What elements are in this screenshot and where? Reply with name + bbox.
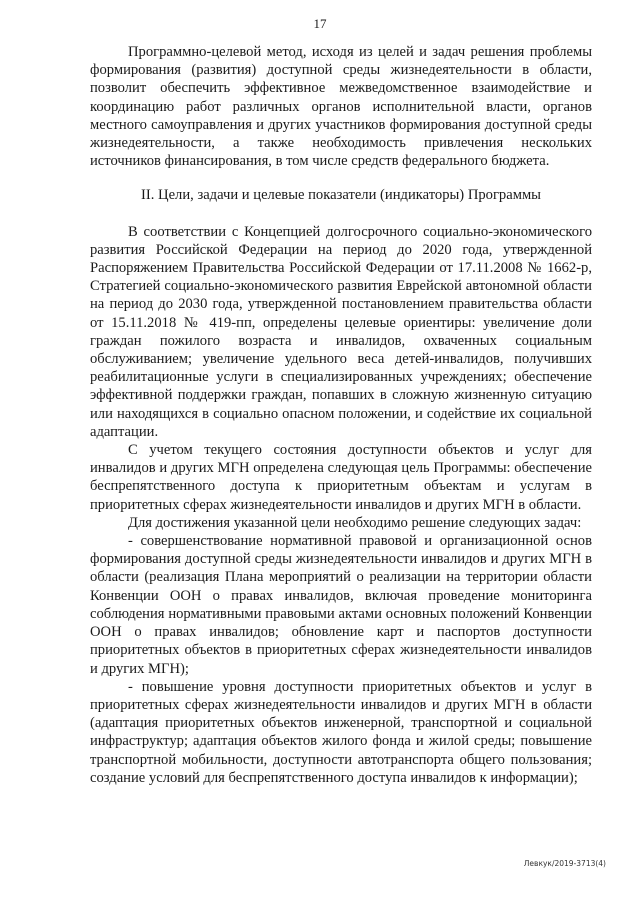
paragraph-programm-method: Программно-целевой метод, исходя из целей и задач решения проблемы формирования (развития) доступной среды жизнедеятельности в области, позволит обеспечить эффективное межведомственное взаимодействие и координацию работ различных органов исполнительной власти, органов местного самоуправления и других участников формирования доступной среды жизнедеятельности, а также необходимость привлечения нескольких источников финансирования, в том числе средств федерального бюджета. bbox=[90, 44, 592, 170]
paragraph-task-accessibility: - повышение уровня доступности приоритетных объектов и услуг в приоритетных сферах жизнедеятельности инвалидов и других МГН в области (адаптация приоритетных объектов инженерной, транспортной и социальной инфраструктур; адаптация объектов жилого фонда и жилой среды; повышение транспортной мобильности, доступности автотранспорта общего пользования; создание условий для беспрепятственного доступа инвалидов к информации); bbox=[90, 678, 592, 786]
document-body bbox=[90, 43, 592, 787]
paragraph-task-normative: - совершенствование нормативной правовой и организационной основ формирования доступной среды жизнедеятельности инвалидов и других МГН в области (реализация Плана мероприятий о реализации на территории области Конвенции ООН о правах инвалидов, включая проведение мониторинга соблюдения нормативными правовыми актами основных положений Конвенции ООН о правах инвалидов; обновление карт и паспортов доступности приоритетных объектов в приоритетных сферах жизнедеятельности инвалидов и других МГН); bbox=[90, 533, 592, 677]
page-number: 17 bbox=[313, 16, 327, 31]
document-footer-code: Левкук/2019-3713(4) bbox=[523, 859, 606, 868]
paragraph-goal: С учетом текущего состояния доступности объектов и услуг для инвалидов и других МГН определена следующая цель Программы: обеспечение беспрепятственного доступа к приоритетным объектам и услугам в приоритетных сферах жизнедеятельности инвалидов и других МГН в области. bbox=[90, 442, 592, 513]
paragraph-tasks-intro: Для достижения указанной цели необходимо решение следующих задач: bbox=[128, 514, 582, 531]
paragraph-concept: В соответствии с Концепцией долгосрочного социально-экономического развития Российской Федерации на период до 2020 года, утвержденной Распоряжением Правительства Российской Федерации от 17.11.2008 № 1662-р, Стратегией социально-экономического развития Еврейской автономной области на период до 2030 года, утвержденной постановлением правительства области от 15.11.2018 № 419-пп, определены целевые ориентиры: увеличение доли граждан пожилого возраста и инвалидов, охваченных социальным обслуживанием; увеличение удельного веса детей-инвалидов, получивших реабилитационные услуги в специализированных учреждениях; обеспечение эффективной поддержки граждан, попавших в сложную жизненную ситуацию или находящихся в социально опасном положении, и содействие их социальной адаптации. bbox=[90, 223, 592, 440]
section-heading: II. Цели, задачи и целевые показатели (индикаторы) Программы bbox=[141, 187, 541, 204]
